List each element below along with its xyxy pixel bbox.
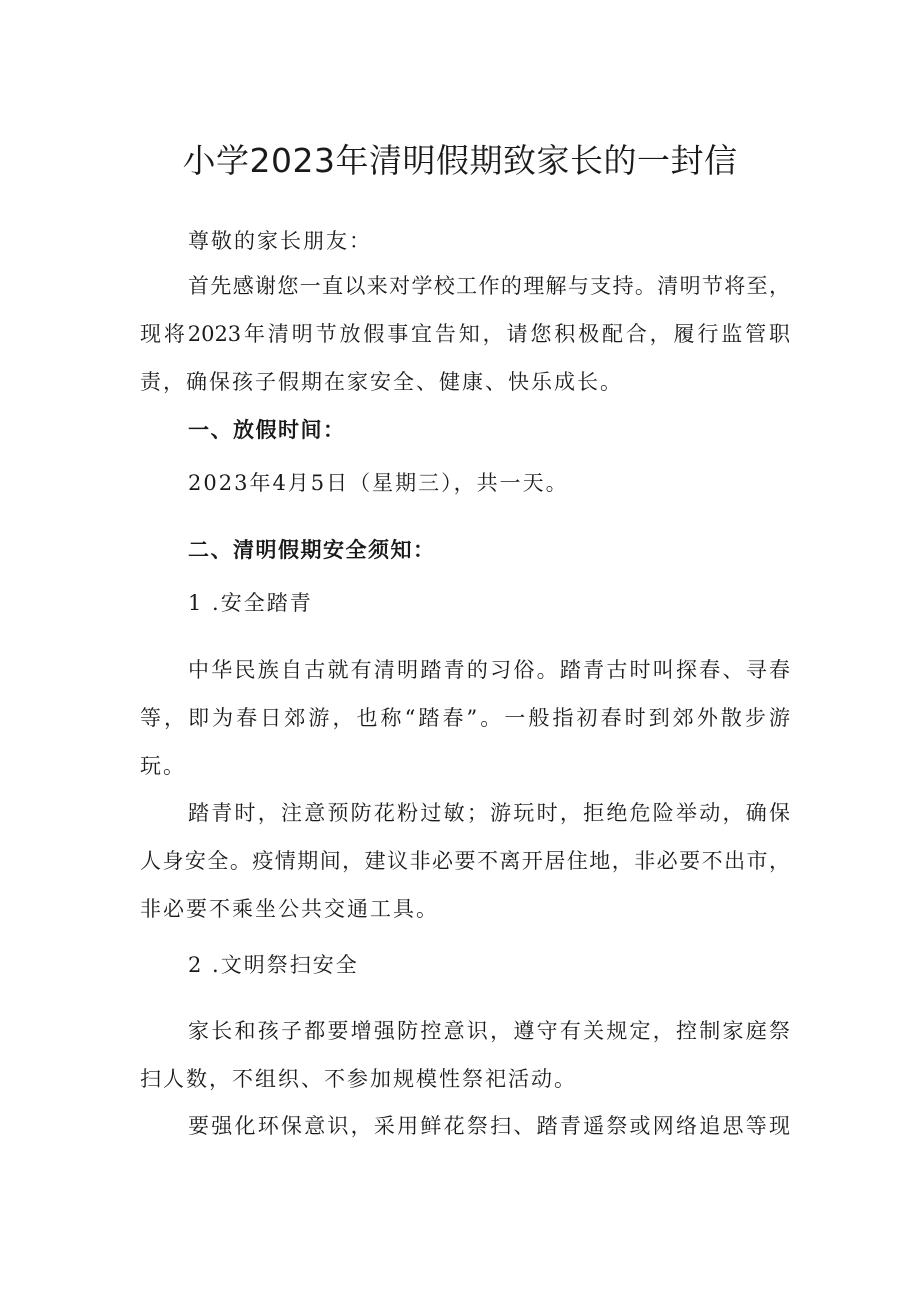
item-2-title: 2 .文明祭扫安全: [188, 953, 359, 977]
item-1-para-2-line-1: 踏青时，注意预防花粉过敏；游玩时，拒绝危险举动，确保: [188, 801, 790, 825]
item-1-para-1-line-1: 中华民族自古就有清明踏青的习俗。踏青古时叫探春、寻春: [188, 658, 790, 682]
item-1-para-1-line-3: 玩。: [140, 754, 186, 778]
item-1-para-1-line-2: 等，即为春日郊游，也称“踏春”。一般指初春时到郊外散步游: [140, 706, 790, 730]
holiday-time-text: 2023年4月5日（星期三），共一天。: [188, 471, 569, 495]
page-title: 小学2023年清明假期致家长的一封信: [182, 141, 738, 180]
item-2-para-2-line-1: 要强化环保意识，采用鲜花祭扫、踏青遥祭或网络追思等现: [188, 1114, 790, 1138]
greeting: 尊敬的家长朋友：: [188, 229, 372, 253]
intro-line-1: 首先感谢您一直以来对学校工作的理解与支持。清明节将至，: [188, 274, 790, 298]
item-2-para-1-line-1: 家长和孩子都要增强防控意识，遵守有关规定，控制家庭祭: [188, 1019, 790, 1043]
item-1-para-2-line-2: 人身安全。疫情期间，建议非必要不离开居住地，非必要不出市，: [140, 849, 790, 873]
item-1-para-2-line-3: 非必要不乘坐公共交通工具。: [140, 897, 439, 921]
section-2-heading: 二、清明假期安全须知：: [188, 538, 436, 562]
item-2-para-1-line-2: 扫人数，不组织、不参加规模性祭祀活动。: [140, 1067, 577, 1091]
intro-line-3: 责，确保孩子假期在家安全、健康、快乐成长。: [140, 370, 623, 394]
intro-line-2: 现将2023年清明节放假事宜告知，请您积极配合，履行监管职: [140, 322, 790, 346]
item-1-title: 1 .安全踏青: [188, 591, 313, 615]
section-1-heading: 一、放假时间：: [188, 418, 346, 442]
